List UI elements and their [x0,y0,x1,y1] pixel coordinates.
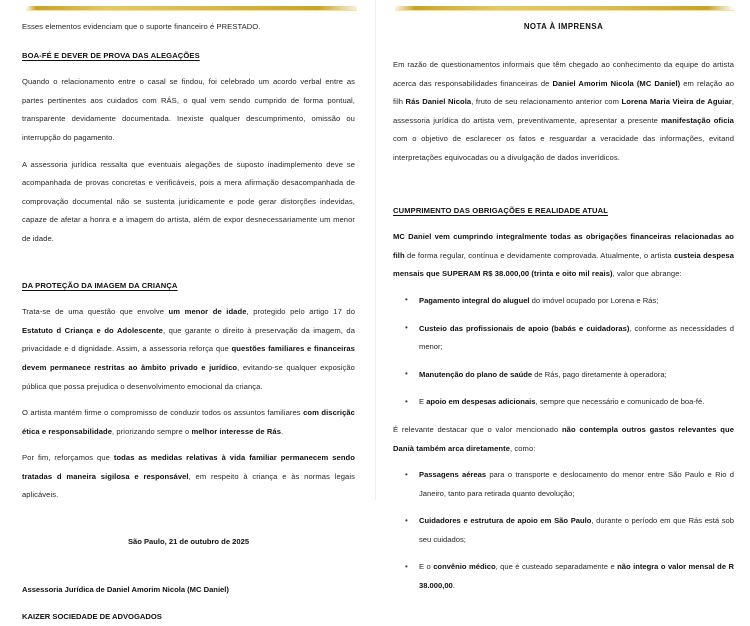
plain-text: Em razão de questionamentos informais que têm chegado ao conhecimento da equipe do artista acerca das responsabilidades financeiras de [393,60,734,88]
list-item [419,512,734,549]
emphasized-text: não contempla outros gastos relevantes que Danià também arca diretamente [393,424,734,453]
emphasized-text: custeia despesa mensais que SUPERAM R$ 38.000,00 (trinta e oito mil reais) [393,250,734,279]
paragraph-compromisso-artista [22,404,355,441]
plain-text: O artista mantém firme o compromisso de conduzir todos os assuntos familiares [22,408,304,418]
emphasized-text: melhor interesse de Rás [191,426,281,436]
plain-text: E [419,397,427,407]
paragraph-sigilo-responsabilidade [22,449,355,505]
emphasized-text: Manutenção do plano de saúde [419,369,533,379]
list-item [419,466,734,503]
document-page-left [0,0,375,622]
plain-text: com o objetivo de esclarecer os fatos e resguardar a veracidade das informações, evitand interpretações equivocadas ou a divulgação de dados inverídicos. [393,134,734,162]
plain-text: para o transporte e deslocamento do menor entre São Paulo e Rio d Janeiro, tanto para retirada quanto devolução; [419,470,734,498]
emphasized-text: Pagamento integral do aluguel [419,295,530,305]
plain-text: , que garante o direito à preservação da imagem, da privacidade e d dignidade. Assim, a assessoria reforça que [22,325,356,354]
signature-date: São Paulo, 21 de outubro de 2025 [127,537,250,547]
spacer [393,176,734,192]
plain-text: , conforme as necessidades d menor; [419,323,735,352]
plain-text: . [281,426,284,436]
emphasized-text: Passagens aéreas [419,470,487,480]
plain-text: , priorizando sempre o [112,426,192,436]
emphasized-text: Lorena Maria Vieira de Aguiar [621,97,732,107]
paragraph-manifestacao-oficial [393,56,734,168]
plain-text: , sempre que necessário e comunicado de boa-fé. [535,397,705,407]
list-item [419,320,734,357]
plain-text: , durante o período em que Rás está sob seu cuidados; [419,516,734,544]
signature-escritorio: KAIZER SOCIEDADE DE ADVOGADOS [22,612,162,622]
plain-text: de Rás, pago diretamente à operadora; [532,369,667,379]
section-heading-cumprimento-obrigacoes: CUMPRIMENTO DAS OBRIGAÇÕES E REALIDADE ATUAL [393,205,608,215]
emphasized-text: um menor de idade [168,307,247,317]
section-heading-protecao-imagem: DA PROTEÇÃO DA IMAGEM DA CRIANÇA [22,280,178,290]
signature-block [22,533,355,626]
emphasized-text: apoio em despesas adicionais [426,397,536,407]
right-page-content [393,0,734,596]
plain-text: do imóvel ocupado por Lorena e Rás; [529,295,659,305]
paragraph-despesas-mensais [393,228,734,284]
paragraph-dever-de-prova: A assessoria jurídica ressalta que eventuais alegações de suposto inadimplemento deve se acompanhada de provas concretas e verificáveis, pois a mera afirmação desacompanhada de comprovação documental não se sustenta juridicamente e pode gerar distorções indevidas, capaze de afetar a honra e a imagem do artista, além de expor desnecessariamente um menor de idade. [22,159,355,243]
emphasized-text: Estatuto d Criança e do Adolescente [22,325,163,335]
plain-text: , assessoria jurídica do artista vem, preventivamente, apresentar a presente [393,97,734,125]
plain-text: , evitando-se qualquer exposição pública que possa prejudica o desenvolvimento emocional da criança. [22,362,355,391]
document-page-right [375,0,750,591]
plain-text: , em respeito à criança e às normas legais aplicáveis. [22,471,355,500]
emphasized-text: todas as medidas relativas à vida familiar permanecem sendo tratadas d maneira sigilosa e responsável [22,453,355,481]
spacer [22,257,355,267]
plain-text: Por fim, reforçamos que [22,453,114,463]
list-item [419,366,734,385]
emphasized-text: Daniel Amorim Nicola (MC Daniel) [552,78,681,88]
plain-text: , protegido pelo artigo 17 do [246,307,355,317]
plain-text: , que é custeado separadamente e [495,562,618,572]
emphasized-text: Cuidadores e estrutura de apoio em São Paulo [419,516,592,526]
list-item [419,393,734,412]
list-despesas-inclusas [393,292,734,412]
paragraph-acordo-verbal: Quando o relacionamento entre o casal se findou, foi celebrado um acordo verbal entre as partes pertinentes aos cuidados com RÁS, o qual vem sendo cumprido de forma pontual, transparente devidamente documentada. Inexiste qualquer descumprimento, omissão ou interrupção do pagamento. [22,77,355,142]
plain-text: em relação ao filh [393,78,735,107]
plain-text: , como: [510,443,536,453]
emphasized-text: Rás Daniel Nicola [405,97,472,107]
plain-text: de forma regular, contínua e devidamente comprovada. Atualmente, o artista [404,250,675,260]
section-heading-boa-fe: BOA-FÉ E DEVER DE PROVA DAS ALEGAÇÕES [22,50,200,60]
emphasized-text: questões familiares e financeiras devem permanece restritas ao âmbito privado e jurídico [22,344,355,372]
emphasized-text: Custeio das profissionais de apoio (babás e cuidadoras) [419,323,630,333]
list-gastos-adicionais [393,466,734,596]
paragraph-gastos-adicionais [393,421,734,458]
emphasized-text: convênio médico [433,562,496,572]
plain-text: Trata-se de uma questão que envolve [22,307,169,317]
plain-text: É relevante destacar que o valor mencionado [393,424,562,434]
intro-paragraph: Esses elementos evidenciam que o suporte financeiro é PRESTADO. [22,22,261,31]
page-divider [375,0,376,500]
emphasized-text: não integra o valor mensal de R 38.000,00 [419,562,734,591]
plain-text: . [452,581,455,591]
signature-assessoria: Assessoria Jurídica de Daniel Amorim Nicola (MC Daniel) [22,585,229,595]
list-item [419,292,734,311]
emphasized-text: manifestação oficia [661,115,734,125]
plain-text: , valor que abrange: [612,269,682,279]
page-title: NOTA À IMPRENSA [523,22,604,31]
plain-text: E o [419,562,434,572]
list-item [419,558,734,595]
emphasized-text: com discriçãc ética e responsabilidade [22,408,355,436]
paragraph-estatuto-crianca [22,303,355,396]
left-page-content [22,0,355,626]
emphasized-text: MC Daniel vem cumprindo integralmente todas as obrigações financeiras relacionadas ao filh [393,232,734,260]
plain-text: , fruto de seu relacionamento anterior com [471,97,622,107]
